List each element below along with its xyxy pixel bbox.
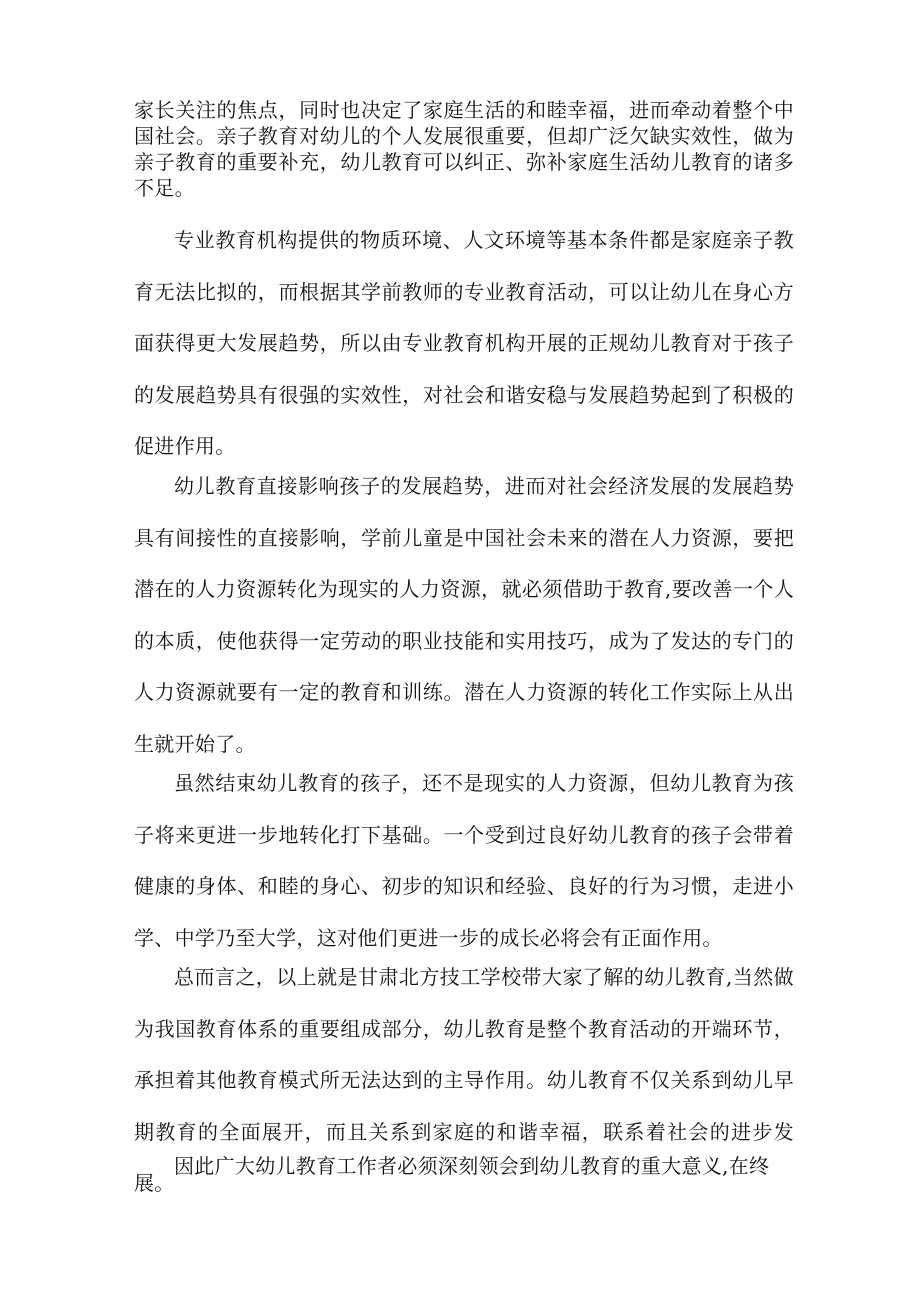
paragraph-1: 家长关注的焦点，同时也决定了家庭生活的和睦幸福，进而牵动着整个中国社会。亲子教育对幼儿的个人发展很重要，但却广泛欠缺实效性，做为亲子教育的重要补充，幼儿教育可以纠正、弥补家庭生活幼儿教育的诸多不足。 — [134, 98, 794, 200]
paragraph-5: 总而言之，以上就是甘肃北方技工学校带大家了解的幼儿教育,当然做为我国教育体系的重要组成部分，幼儿教育是整个教育活动的开端环节，承担着其他教育模式所无法达到的主导作用。幼儿教育不仅关系到幼儿早期教育的全面展开，而且关系到家庭的和谐幸福，联系着社会的进步发展。 — [134, 965, 794, 1195]
paragraph-3: 幼儿教育直接影响孩子的发展趋势，进而对社会经济发展的发展趋势具有间接性的直接影响，学前儿童是中国社会未来的潜在人力资源，要把潜在的人力资源转化为现实的人力资源，就必须借助于教育,要改善一个人的本质，使他获得一定劳动的职业技能和实用技巧，成为了发达的专门的人力资源就要有一定的教育和训练。潜在人力资源的转化工作实际上从出生就开始了。 — [134, 474, 794, 756]
paragraph-4: 虽然结束幼儿教育的孩子，还不是现实的人力资源，但幼儿教育为孩子将来更进一步地转化打下基础。一个受到过良好幼儿教育的孩子会带着健康的身体、和睦的身心、初步的知识和经验、良好的行为习惯，走进小学、中学乃至大学，这对他们更进一步的成长必将会有正面作用。 — [134, 771, 794, 950]
paragraph-2: 专业教育机构提供的物质环境、人文环境等基本条件都是家庭亲子教育无法比拟的，而根据其学前教师的专业教育活动，可以让幼儿在身心方面获得更大发展趋势，所以由专业教育机构开展的正规幼儿教育对于孩子的发展趋势具有很强的实效性，对社会和谐安稳与发展趋势起到了积极的促进作用。 — [134, 228, 794, 458]
paragraph-6: 因此广大幼儿教育工作者必须深刻领会到幼儿教育的重大意义,在终 — [174, 1154, 770, 1178]
